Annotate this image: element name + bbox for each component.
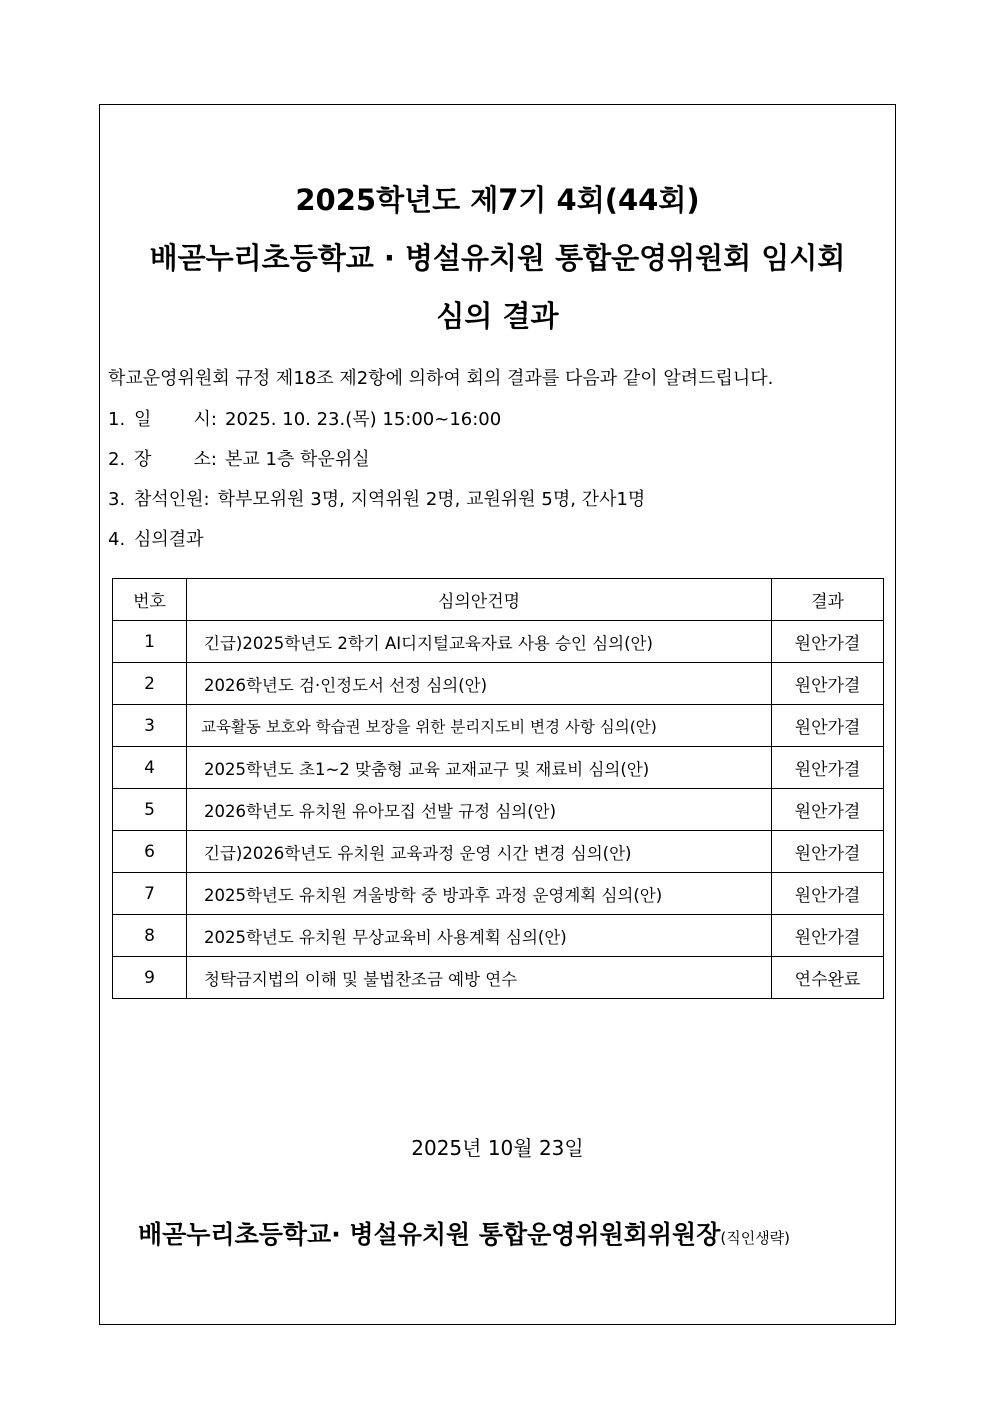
document-title [100, 171, 895, 345]
item-label: 심의결과 [134, 529, 204, 550]
item-number: 2. [108, 449, 126, 470]
item-label: 장 소: [134, 449, 217, 470]
table-row: 9 청탁금지법의 이해 및 불법찬조금 예방 연수 연수완료 [113, 957, 884, 999]
title-line-1: 2025학년도 제7기 4회(44회) [295, 183, 700, 217]
item-label: 참석인원: [134, 489, 210, 510]
document-frame [99, 104, 896, 1325]
item-value: 2025. 10. 23.(목) 15:00~16:00 [225, 409, 502, 430]
table-row: 5 2026학년도 유치원 유아모집 선발 규정 심의(안) 원안가결 [113, 789, 884, 831]
table-row: 4 2025학년도 초1~2 맞춤형 교육 교재교구 및 재료비 심의(안) 원안가결 [113, 747, 884, 789]
item-number: 4. [108, 529, 126, 550]
title-line-3: 심의 결과 [436, 299, 559, 333]
title-line-2: 배곧누리초등학교 · 병설유치원 통합운영위원회 임시회 [149, 241, 846, 275]
item-number: 1. [108, 409, 126, 430]
document-date: 2025년 10월 23일 [411, 1136, 584, 1160]
table-row: 2 2026학년도 검·인정도서 선정 심의(안) 원안가결 [113, 663, 884, 705]
intro-text: 학교운영위원회 규정 제18조 제2항에 의하여 회의 결과를 다음과 같이 알려드립니다. [108, 368, 774, 389]
info-item-place [108, 450, 645, 490]
header-agenda: 심의안건명 [187, 579, 772, 621]
info-item-attendees [108, 490, 645, 530]
table-row: 3 교육활동 보호와 학습권 보장을 위한 분리지도비 변경 사항 심의(안) 원안가결 [113, 705, 884, 747]
item-label: 일 시: [134, 409, 217, 430]
item-value: 학부모위원 3명, 지역위원 2명, 교원위원 5명, 간사1명 [217, 489, 646, 510]
header-result: 결과 [772, 579, 884, 621]
seal-omitted-note: (직인생략) [720, 1229, 791, 1247]
signature-name: 배곧누리초등학교· 병설유치원 통합운영위원회위원장 [138, 1220, 721, 1249]
info-item-results [108, 530, 645, 570]
results-table [112, 578, 884, 999]
item-number: 3. [108, 489, 126, 510]
table-row: 7 2025학년도 유치원 겨울방학 중 방과후 과정 운영계획 심의(안) 원안가결 [113, 873, 884, 915]
header-number: 번호 [113, 579, 187, 621]
table-header-row [113, 579, 884, 621]
table-row: 8 2025학년도 유치원 무상교육비 사용계획 심의(안) 원안가결 [113, 915, 884, 957]
table-row: 1 긴급)2025학년도 2학기 AI디지털교육자료 사용 승인 심의(안) 원안가결 [113, 621, 884, 663]
info-item-datetime [108, 410, 645, 450]
table-row: 6 긴급)2026학년도 유치원 교육과정 운영 시간 변경 심의(안) 원안가결 [113, 831, 884, 873]
signature-line [138, 1215, 790, 1251]
info-list [108, 410, 645, 570]
item-value: 본교 1층 학운위실 [225, 449, 370, 470]
